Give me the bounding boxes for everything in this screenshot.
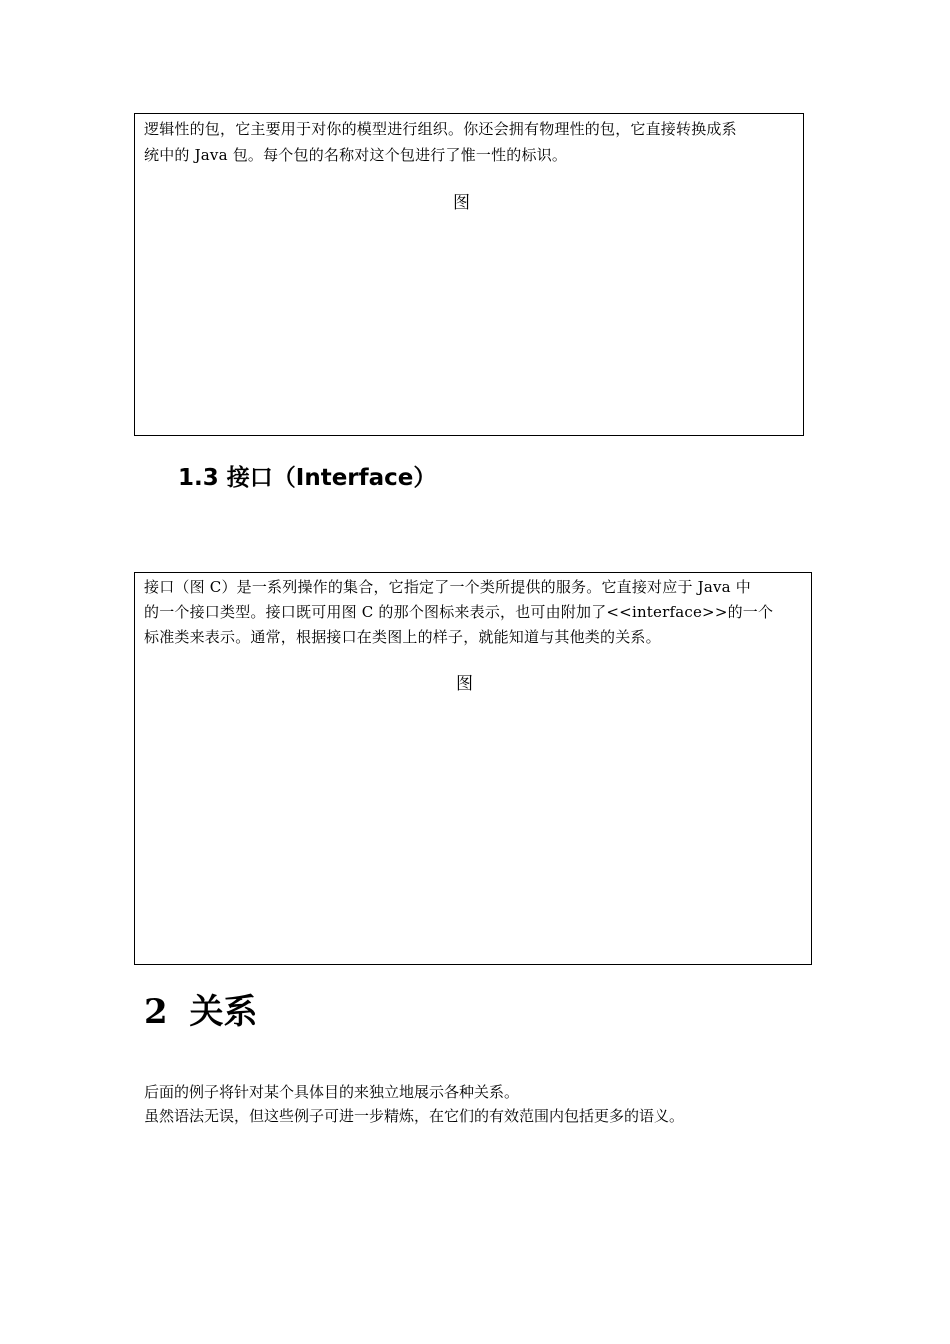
package-text-line-1: 逻辑性的包，它主要用于对你的模型进行组织。你还会拥有物理性的包，它直接转换成系 [144, 120, 737, 138]
interface-heading-title-cn: 接口（ [226, 465, 296, 491]
relations-heading-title: 关系 [189, 992, 258, 1032]
interface-text-line-1: 接口（图 C）是一系列操作的集合，它指定了一个类所提供的服务。它直接对应于 Java 中 [144, 578, 751, 596]
interface-heading-number: 1.3 [178, 465, 219, 491]
package-figure-label: 图 [453, 193, 470, 213]
interface-heading [178, 459, 436, 492]
interface-heading-title-en: Interface [295, 465, 414, 491]
interface-text-line-3: 标准类来表示。通常，根据接口在类图上的样子，就能知道与其他类的关系。 [144, 628, 661, 646]
interface-figure-box [134, 572, 812, 965]
relations-paragraph-1: 后面的例子将针对某个具体目的来独立地展示各种关系。 [144, 1083, 520, 1101]
interface-figure-label: 图 [456, 674, 473, 694]
interface-text-line-2: 的一个接口类型。接口既可用图 C 的那个图标来表示，也可由附加了<<interface>>的一个 [144, 603, 774, 621]
interface-heading-title-close: ） [413, 465, 437, 491]
relations-heading [144, 984, 258, 1033]
package-figure-box [134, 113, 804, 436]
relations-heading-number: 2 [144, 992, 168, 1032]
relations-paragraph-2: 虽然语法无误，但这些例子可进一步精炼，在它们的有效范围内包括更多的语义。 [144, 1107, 685, 1125]
package-text-line-2: 统中的 Java 包。每个包的名称对这个包进行了惟一性的标识。 [144, 146, 568, 164]
